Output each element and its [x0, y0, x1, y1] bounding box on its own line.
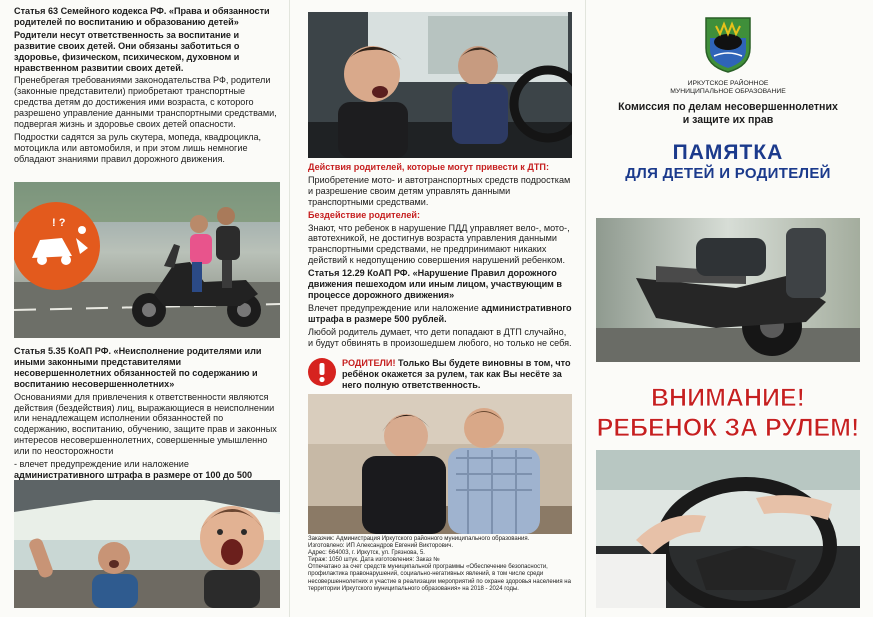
- warning-rest: Только Вы будете виновны в том, что ребёнок окажется за рулем, так как Вы несёте за него полную ответственность.: [342, 358, 571, 390]
- fold-line-2: [585, 0, 586, 617]
- imprint-line: Адрес: 664003, г. Иркутск, ул. Грязнова, 5.: [308, 550, 425, 557]
- banner-line-1: ВНИМАНИЕ!: [651, 384, 805, 412]
- art1229-fine-prefix: Влечет предупреждение или наложение: [308, 302, 482, 313]
- steering-wheel-photo: [596, 450, 860, 608]
- father-son-photo: [308, 394, 572, 534]
- teens-paragraph: Подростки садятся за руль скутера, мопеда, квадроцикла, мотоцикла или автомобиля, и при этом лишь немногие обладают знаниями правил дорожного движения.: [14, 131, 262, 164]
- art1229-title: Статья 12.29 КоАП РФ. «Нарушение Правил дорожного движения пешеходом или иным лицом, участвующим в процессе дорожного движения»: [308, 268, 563, 300]
- warning-text: [342, 358, 572, 391]
- art63-body: Родители несут ответственность за воспитание и развитие своих детей. Они обязаны заботиться о здоровье, физическом, психическом, духовном и нравственном развитии своих детей.: [14, 29, 240, 73]
- commission-line-2: и защите их прав: [682, 114, 774, 126]
- exclamation-warning-icon: [308, 358, 336, 393]
- imprint: [308, 536, 572, 593]
- teens-car-photo: [308, 12, 572, 158]
- actions-heading: Действия родителей, которые могут привести к ДТП:: [308, 162, 549, 172]
- art1229-fine-amount: административного штрафа в размере 500 рублей.: [308, 302, 572, 324]
- svg-text:! ?: ! ?: [52, 217, 66, 229]
- imprint-line: Тираж: 1050 штук. Дата изготовления: Заказ №: [308, 557, 440, 564]
- art535-fine-amount: административного штрафа в размере от 100 до 500: [14, 469, 253, 480]
- art1229-fine: [308, 303, 572, 325]
- imprint-line: Заказчик: Администрация Иркутского районного муниципального образования.: [308, 536, 530, 542]
- scooter-photo: [14, 182, 280, 338]
- inaction-heading: Бездействие родителей:: [308, 209, 421, 220]
- every-parent-paragraph: Любой родитель думает, что дети попадают в ДТП случайно, и будут обвинять в произошедшем любого, но только не себя.: [308, 326, 572, 348]
- org-line-2: МУНИЦИПАЛЬНОЕ ОБРАЗОВАНИЕ: [670, 88, 786, 95]
- art63-title: Статья 63 Семейного кодекса РФ. «Права и обязанности родителей по воспитанию и образованию детей»: [14, 6, 270, 27]
- art535-title: Статья 5.35 КоАП РФ. «Неисполнение родителями или иными законными представителями несовершеннолетних обязанностей по содержанию и воспитанию несовершеннолетних»: [14, 346, 262, 389]
- art535-body: Основаниями для привлечения к ответственности являются действия (бездействия) лиц, выражающиеся в неисполнении или ненадлежащем исполнении обязанностей по содержанию, воспитанию, обучению, защите прав и законных интересов несовершеннолетних, совершенные умышленно или по неосторожности: [14, 391, 277, 457]
- fold-line-1: [289, 0, 290, 617]
- warning-red-label: РОДИТЕЛИ!: [342, 358, 396, 368]
- neglect-paragraph: Пренебрегая требованиями законодательства РФ, родители (законные представители) приобретают транспортные средства детям до достижения ими возраста, с которого разрешено управление данными транспортными средствами, подвергая жизнь и здоровье своих детей опасности.: [14, 75, 277, 130]
- org-line-1: ИРКУТСКОЕ РАЙОННОЕ: [687, 80, 769, 87]
- imprint-line: Отпечатано за счет средств муниципальной программы «Обеспечение безопасности, профилактика правонарушений, социально-негативных явлений, в том числе среди несовершеннолетних и участие в реализации мероприятий по охране здоровья населения на территории Иркутского муниципального образования» на 2018 - 2024 годы.: [308, 564, 571, 592]
- coat-of-arms-icon: [702, 14, 754, 74]
- actions-body: Приобретение мото- и автотранспортных средств подросткам и разрешение своим детям управлять данными транспортными средствами.: [308, 174, 571, 207]
- banner-line-2: РЕБЕНОК ЗА РУЛЕМ!: [596, 414, 860, 442]
- commission-line-1: Комиссия по делам несовершеннолетних: [618, 101, 838, 113]
- parents-warning: [308, 358, 572, 393]
- imprint-line: Изготовлено: ИП Александров Евгений Викторович.: [308, 543, 454, 550]
- panel-middle: [302, 6, 578, 610]
- art535-fine-prefix: - влечет предупреждение или наложение: [14, 459, 189, 470]
- attention-banner: [592, 380, 864, 447]
- title-main: ПАМЯТКА: [672, 141, 784, 164]
- crash-warning-icon: [14, 202, 100, 290]
- title-sub: ДЛЯ ДЕТЕЙ И РОДИТЕЛЕЙ: [625, 165, 831, 182]
- inaction-body: Знают, что ребенок в нарушение ПДД управляет вело-, мото-, автотехникой, не достигнув возраста управления данными транспортными средствами, не предпринимают никаких действий к недопущению совершения нарушений ребенком.: [308, 222, 570, 266]
- panel-left: [14, 6, 282, 610]
- car-kids-photo: [14, 480, 280, 608]
- motorcycle-photo: [596, 218, 860, 362]
- panel-cover: [592, 6, 864, 610]
